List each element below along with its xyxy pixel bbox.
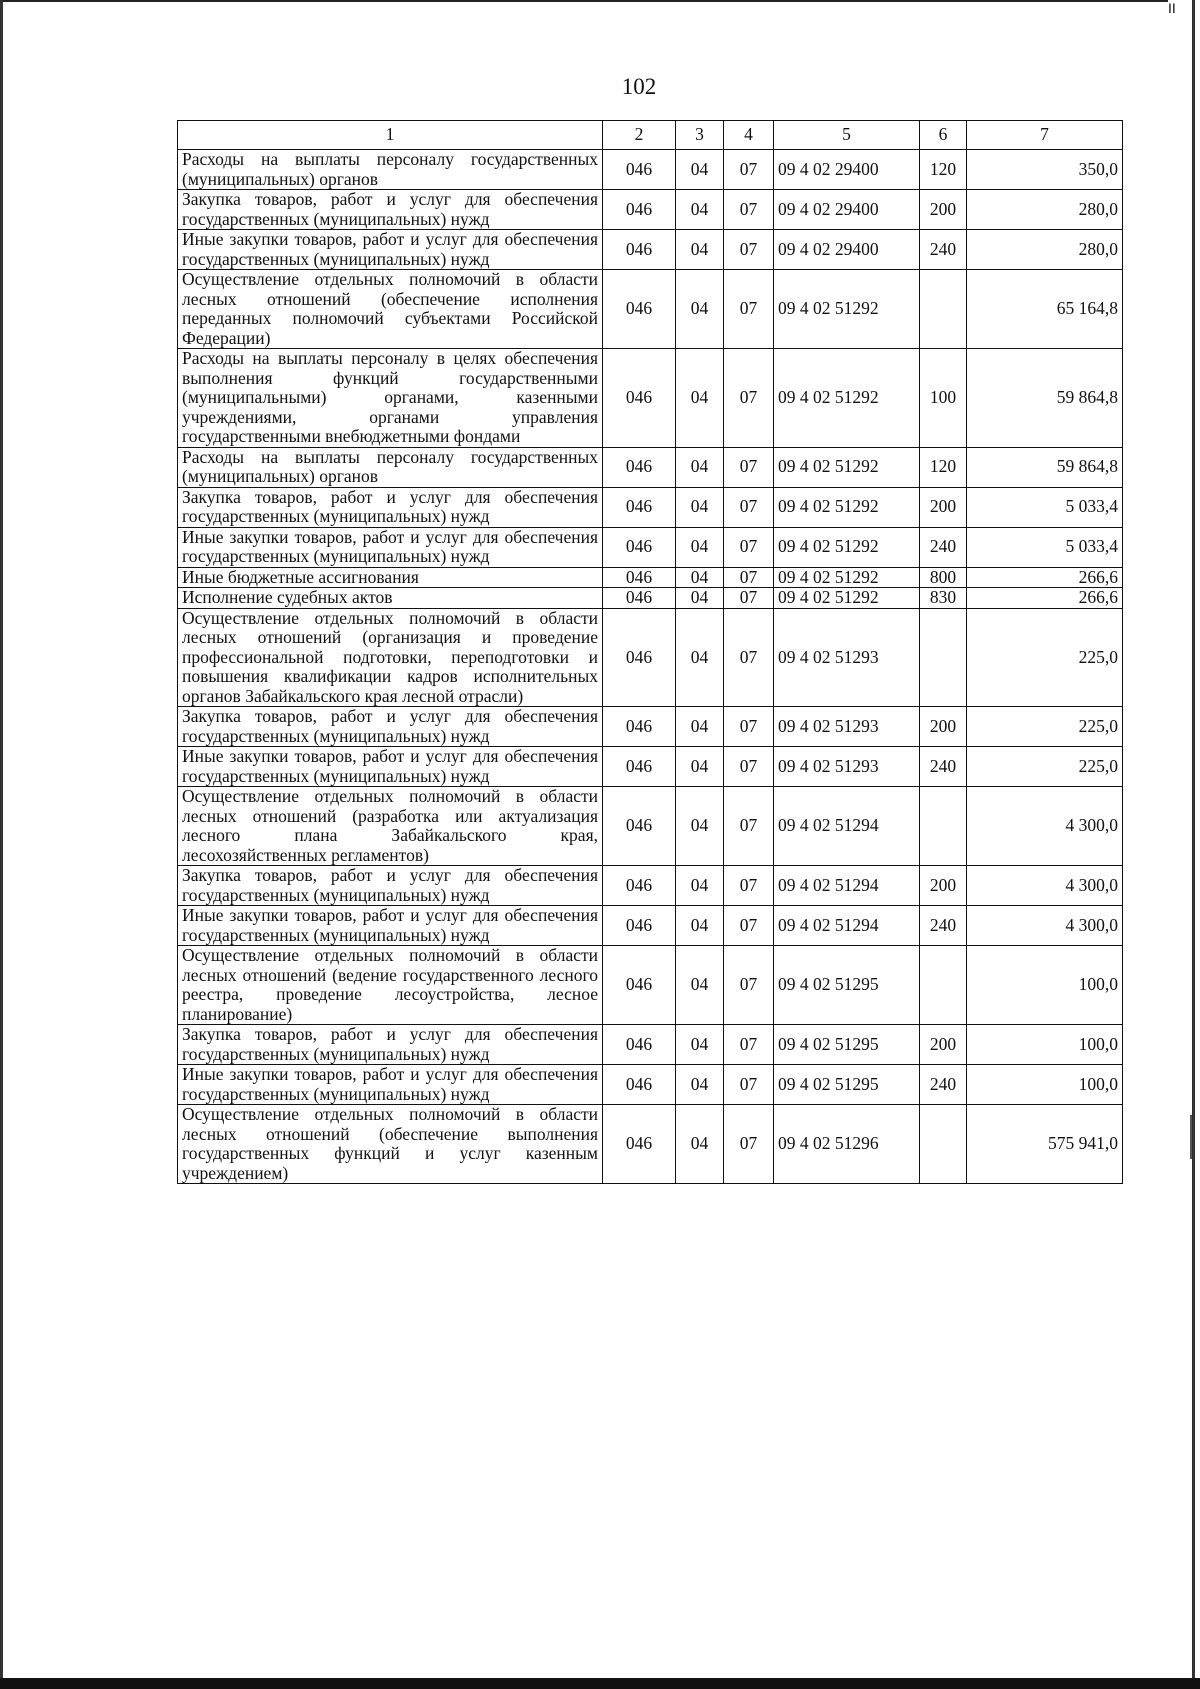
target-article-code: 09 4 02 51294 [774, 787, 920, 866]
row-description: Расходы на выплаты персоналу в целях обеспечения выполнения функций государственными (муниципальными) органами, казенными учреждениями, органами управления государственными внебюджетными фондами [178, 349, 603, 448]
page-number: 102 [621, 74, 657, 99]
table-row [178, 527, 1123, 567]
scan-edge-mark [1190, 1115, 1192, 1159]
amount: 100,0 [967, 1065, 1123, 1105]
target-article-code: 09 4 02 51292 [774, 270, 920, 349]
row-description: Осуществление отдельных полномочий в области лесных отношений (ведение государственного лесного реестра, проведение лесоустройства, лесное планирование) [178, 946, 603, 1025]
ministry-code: 046 [603, 946, 676, 1025]
subsection-code: 07 [724, 487, 774, 527]
target-article-code: 09 4 02 51294 [774, 906, 920, 946]
table-row [178, 787, 1123, 866]
expense-type-code: 240 [920, 527, 967, 567]
table-row [178, 1105, 1123, 1184]
section-code: 04 [676, 349, 724, 448]
expense-type-code [920, 608, 967, 707]
expense-type-code: 200 [920, 190, 967, 230]
scan-frame-left [0, 0, 3, 1689]
row-description: Закупка товаров, работ и услуг для обеспечения государственных (муниципальных) нужд [178, 707, 603, 747]
ministry-code: 046 [603, 150, 676, 190]
row-description: Иные закупки товаров, работ и услуг для обеспечения государственных (муниципальных) нужд [178, 230, 603, 270]
column-header-2: 2 [603, 121, 676, 150]
expense-type-code: 120 [920, 447, 967, 487]
subsection-code: 07 [724, 946, 774, 1025]
amount: 5 033,4 [967, 487, 1123, 527]
section-code: 04 [676, 150, 724, 190]
amount: 280,0 [967, 230, 1123, 270]
target-article-code: 09 4 02 51292 [774, 567, 920, 588]
column-header-5: 5 [774, 121, 920, 150]
row-description: Закупка товаров, работ и услуг для обеспечения государственных (муниципальных) нужд [178, 190, 603, 230]
table-row [178, 946, 1123, 1025]
amount: 100,0 [967, 946, 1123, 1025]
target-article-code: 09 4 02 51293 [774, 707, 920, 747]
column-header-3: 3 [676, 121, 724, 150]
section-code: 04 [676, 946, 724, 1025]
row-description: Иные закупки товаров, работ и услуг для обеспечения государственных (муниципальных) нужд [178, 747, 603, 787]
row-description: Иные бюджетные ассигнования [178, 567, 603, 588]
ministry-code: 046 [603, 230, 676, 270]
expense-type-code [920, 787, 967, 866]
row-description: Осуществление отдельных полномочий в области лесных отношений (обеспечение исполнения переданных полномочий субъектами Российской Федерации) [178, 270, 603, 349]
amount: 5 033,4 [967, 527, 1123, 567]
ministry-code: 046 [603, 787, 676, 866]
amount: 350,0 [967, 150, 1123, 190]
section-code: 04 [676, 230, 724, 270]
subsection-code: 07 [724, 150, 774, 190]
expense-type-code: 200 [920, 866, 967, 906]
column-header-1: 1 [178, 121, 603, 150]
target-article-code: 09 4 02 29400 [774, 150, 920, 190]
table-body [178, 150, 1123, 1184]
target-article-code: 09 4 02 29400 [774, 190, 920, 230]
expense-type-code [920, 270, 967, 349]
expense-type-code: 240 [920, 747, 967, 787]
expense-type-code: 200 [920, 1025, 967, 1065]
table-row [178, 230, 1123, 270]
column-header-7: 7 [967, 121, 1123, 150]
section-code: 04 [676, 747, 724, 787]
expense-type-code [920, 946, 967, 1025]
section-code: 04 [676, 707, 724, 747]
table-row [178, 707, 1123, 747]
expense-type-code: 120 [920, 150, 967, 190]
table-header-row [178, 121, 1123, 150]
table-row [178, 567, 1123, 588]
section-code: 04 [676, 608, 724, 707]
table-row [178, 1065, 1123, 1105]
target-article-code: 09 4 02 51294 [774, 866, 920, 906]
ministry-code: 046 [603, 866, 676, 906]
row-description: Осуществление отдельных полномочий в области лесных отношений (разработка или актуализация лесного плана Забайкальского края, лесохозяйственных регламентов) [178, 787, 603, 866]
table-row [178, 270, 1123, 349]
scan-frame-top [0, 0, 1168, 2]
amount: 225,0 [967, 608, 1123, 707]
target-article-code: 09 4 02 51292 [774, 487, 920, 527]
expense-type-code: 240 [920, 1065, 967, 1105]
subsection-code: 07 [724, 230, 774, 270]
amount: 280,0 [967, 190, 1123, 230]
table-row [178, 349, 1123, 448]
row-description: Иные закупки товаров, работ и услуг для обеспечения государственных (муниципальных) нужд [178, 527, 603, 567]
amount: 4 300,0 [967, 906, 1123, 946]
section-code: 04 [676, 866, 724, 906]
amount: 100,0 [967, 1025, 1123, 1065]
subsection-code: 07 [724, 527, 774, 567]
row-description: Расходы на выплаты персоналу государственных (муниципальных) органов [178, 447, 603, 487]
row-description: Иные закупки товаров, работ и услуг для обеспечения государственных (муниципальных) нужд [178, 906, 603, 946]
row-description: Закупка товаров, работ и услуг для обеспечения государственных (муниципальных) нужд [178, 866, 603, 906]
section-code: 04 [676, 1025, 724, 1065]
ministry-code: 046 [603, 349, 676, 448]
table-row [178, 608, 1123, 707]
amount: 4 300,0 [967, 787, 1123, 866]
budget-table [177, 120, 1123, 1184]
subsection-code: 07 [724, 906, 774, 946]
ministry-code: 046 [603, 527, 676, 567]
amount: 266,6 [967, 567, 1123, 588]
table-row [178, 487, 1123, 527]
ministry-code: 046 [603, 270, 676, 349]
subsection-code: 07 [724, 1105, 774, 1184]
ministry-code: 046 [603, 906, 676, 946]
table-row [178, 588, 1123, 609]
row-description: Исполнение судебных актов [178, 588, 603, 609]
column-header-6: 6 [920, 121, 967, 150]
subsection-code: 07 [724, 190, 774, 230]
section-code: 04 [676, 588, 724, 609]
row-description: Иные закупки товаров, работ и услуг для обеспечения государственных (муниципальных) нужд [178, 1065, 603, 1105]
target-article-code: 09 4 02 51293 [774, 608, 920, 707]
amount: 575 941,0 [967, 1105, 1123, 1184]
subsection-code: 07 [724, 270, 774, 349]
section-code: 04 [676, 787, 724, 866]
ministry-code: 046 [603, 447, 676, 487]
subsection-code: 07 [724, 1025, 774, 1065]
subsection-code: 07 [724, 608, 774, 707]
subsection-code: 07 [724, 349, 774, 448]
section-code: 04 [676, 487, 724, 527]
row-description: Закупка товаров, работ и услуг для обеспечения государственных (муниципальных) нужд [178, 487, 603, 527]
expense-type-code: 200 [920, 707, 967, 747]
subsection-code: 07 [724, 567, 774, 588]
subsection-code: 07 [724, 707, 774, 747]
section-code: 04 [676, 527, 724, 567]
ministry-code: 046 [603, 608, 676, 707]
target-article-code: 09 4 02 51292 [774, 447, 920, 487]
amount: 65 164,8 [967, 270, 1123, 349]
section-code: 04 [676, 567, 724, 588]
section-code: 04 [676, 1065, 724, 1105]
scan-corner-mark: II [1168, 0, 1176, 16]
expense-type-code [920, 1105, 967, 1184]
expense-type-code: 830 [920, 588, 967, 609]
section-code: 04 [676, 906, 724, 946]
ministry-code: 046 [603, 1025, 676, 1065]
table-row [178, 190, 1123, 230]
target-article-code: 09 4 02 51295 [774, 1065, 920, 1105]
target-article-code: 09 4 02 51292 [774, 349, 920, 448]
ministry-code: 046 [603, 588, 676, 609]
row-description: Осуществление отдельных полномочий в области лесных отношений (организация и проведение профессиональной подготовки, переподготовки и повышения квалификации кадров исполнительных органов Забайкальского края лесной отрасли) [178, 608, 603, 707]
row-description: Расходы на выплаты персоналу государственных (муниципальных) органов [178, 150, 603, 190]
subsection-code: 07 [724, 588, 774, 609]
target-article-code: 09 4 02 51292 [774, 588, 920, 609]
ministry-code: 046 [603, 1105, 676, 1184]
subsection-code: 07 [724, 447, 774, 487]
amount: 59 864,8 [967, 349, 1123, 448]
table-row [178, 1025, 1123, 1065]
section-code: 04 [676, 190, 724, 230]
subsection-code: 07 [724, 1065, 774, 1105]
target-article-code: 09 4 02 29400 [774, 230, 920, 270]
amount: 225,0 [967, 747, 1123, 787]
section-code: 04 [676, 1105, 724, 1184]
table-row [178, 447, 1123, 487]
amount: 225,0 [967, 707, 1123, 747]
subsection-code: 07 [724, 747, 774, 787]
amount: 4 300,0 [967, 866, 1123, 906]
subsection-code: 07 [724, 787, 774, 866]
ministry-code: 046 [603, 747, 676, 787]
table-row [178, 747, 1123, 787]
amount: 59 864,8 [967, 447, 1123, 487]
row-description: Осуществление отдельных полномочий в области лесных отношений (обеспечение выполнения государственных функций и услуг казенным учреждением) [178, 1105, 603, 1184]
table-row [178, 866, 1123, 906]
ministry-code: 046 [603, 707, 676, 747]
section-code: 04 [676, 270, 724, 349]
column-header-4: 4 [724, 121, 774, 150]
section-code: 04 [676, 447, 724, 487]
ministry-code: 046 [603, 567, 676, 588]
ministry-code: 046 [603, 487, 676, 527]
target-article-code: 09 4 02 51295 [774, 1025, 920, 1065]
expense-type-code: 240 [920, 230, 967, 270]
subsection-code: 07 [724, 866, 774, 906]
target-article-code: 09 4 02 51292 [774, 527, 920, 567]
expense-type-code: 240 [920, 906, 967, 946]
row-description: Закупка товаров, работ и услуг для обеспечения государственных (муниципальных) нужд [178, 1025, 603, 1065]
target-article-code: 09 4 02 51295 [774, 946, 920, 1025]
table-row [178, 150, 1123, 190]
ministry-code: 046 [603, 190, 676, 230]
amount: 266,6 [967, 588, 1123, 609]
scan-frame-bottom [0, 1678, 1200, 1689]
expense-type-code: 800 [920, 567, 967, 588]
expense-type-code: 200 [920, 487, 967, 527]
target-article-code: 09 4 02 51296 [774, 1105, 920, 1184]
scan-frame-right [1192, 0, 1195, 1689]
expense-type-code: 100 [920, 349, 967, 448]
target-article-code: 09 4 02 51293 [774, 747, 920, 787]
ministry-code: 046 [603, 1065, 676, 1105]
table-row [178, 906, 1123, 946]
